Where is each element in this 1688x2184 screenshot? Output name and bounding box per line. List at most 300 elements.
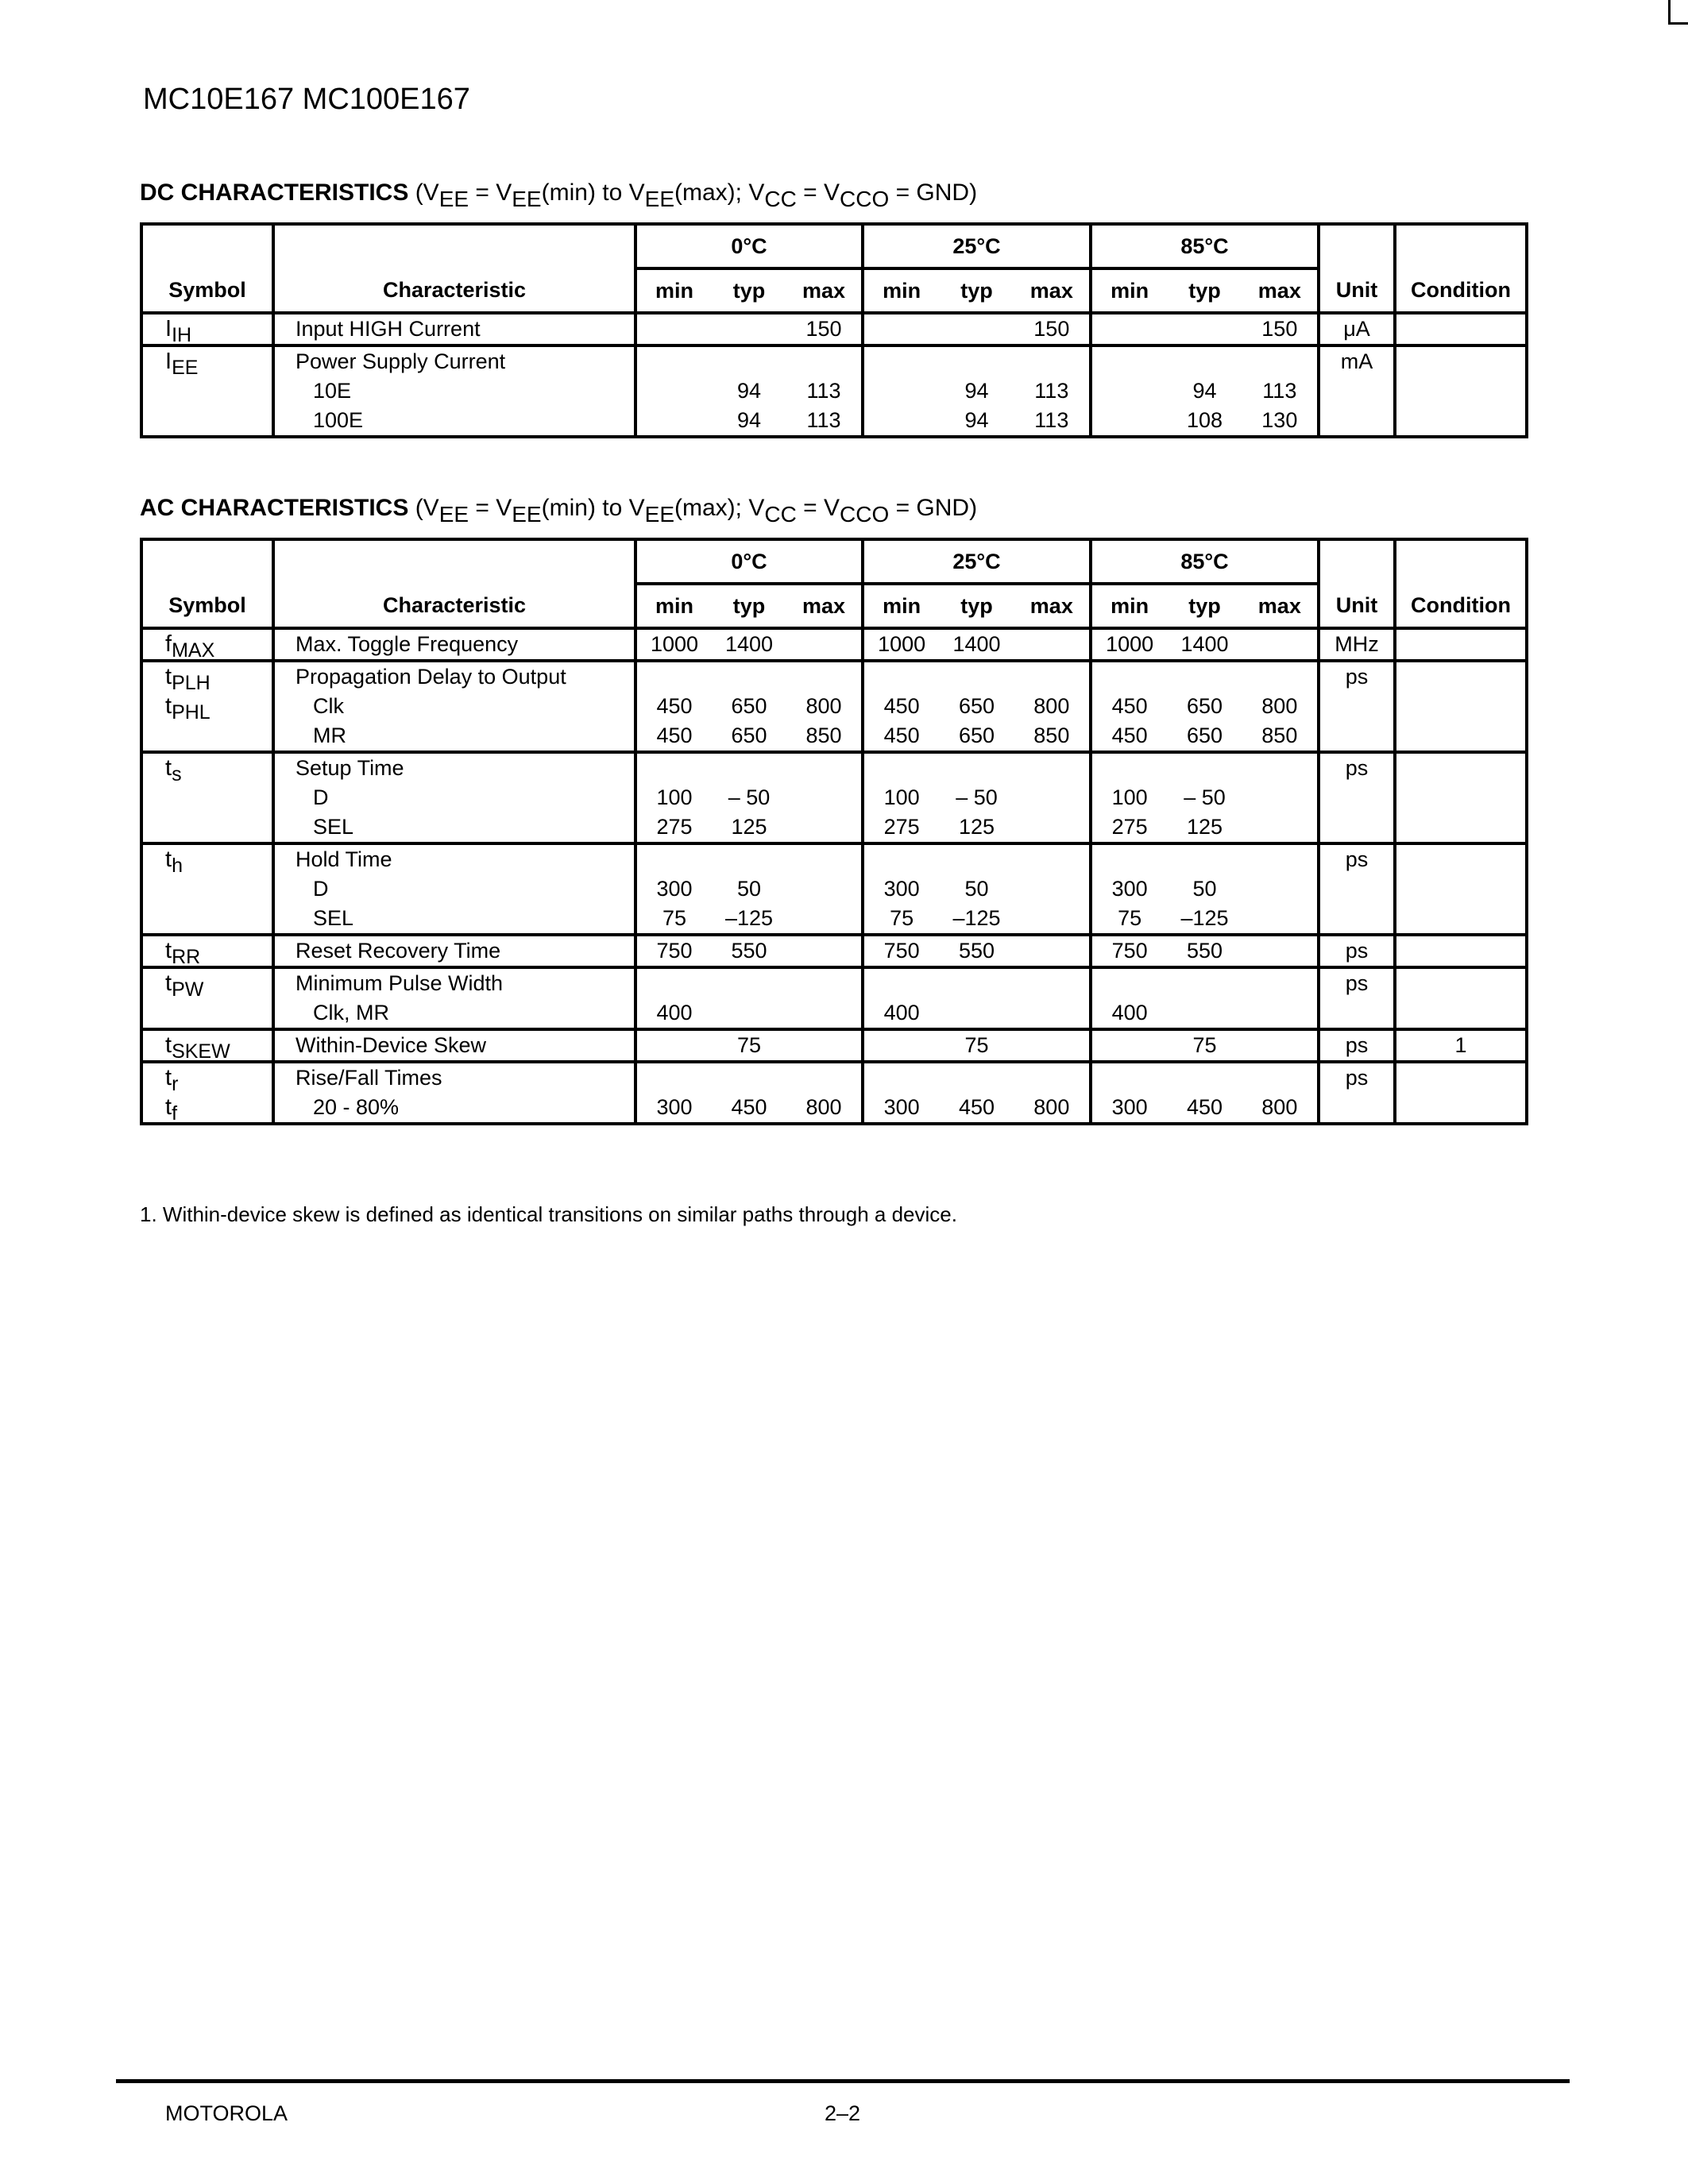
typ-value: 650 xyxy=(958,723,995,747)
unit-value xyxy=(1320,874,1393,904)
value-line xyxy=(1092,347,1317,376)
typ-value: – 50 xyxy=(956,785,998,809)
characteristic-label: SEL xyxy=(313,906,354,930)
condition-value xyxy=(1396,662,1525,692)
temperature-values-cell xyxy=(863,935,1091,967)
temperature-values-cell xyxy=(1091,752,1319,843)
max-value xyxy=(1014,1063,1089,1093)
condition-cell xyxy=(1395,628,1527,661)
condition-value: 1 xyxy=(1454,1033,1467,1057)
typ-value xyxy=(939,754,1014,783)
min-column-label: min xyxy=(883,278,921,303)
temperature-values-cell xyxy=(863,345,1091,437)
value-line xyxy=(864,721,1089,751)
max-value xyxy=(1014,783,1089,812)
unit-cell xyxy=(1319,843,1395,935)
typ-value: 650 xyxy=(731,694,767,718)
min-value xyxy=(637,376,712,406)
row-symbol: $t_h$ xyxy=(165,847,183,877)
unit-cell xyxy=(1319,345,1395,437)
unit-cell xyxy=(1319,967,1395,1029)
characteristic-label: Input HIGH Current xyxy=(295,317,481,341)
value-line xyxy=(637,662,861,692)
footer-brand: MOTOROLA xyxy=(165,2101,288,2125)
min-value xyxy=(864,347,939,376)
typ-value: 94 xyxy=(964,408,989,432)
typ-value: – 50 xyxy=(728,785,771,809)
min-value xyxy=(637,1031,712,1060)
value-line xyxy=(864,998,1089,1028)
characteristic-label: Power Supply Current xyxy=(295,349,506,373)
unit-cell xyxy=(1319,1029,1395,1062)
row-symbol: $t_r$ xyxy=(165,1065,179,1095)
typ-value: 125 xyxy=(731,815,767,839)
min-value: 75 xyxy=(890,906,914,930)
min-value: 750 xyxy=(1111,939,1148,963)
typ-value: 50 xyxy=(1192,877,1217,901)
row-symbol: $f_{MAX}$ xyxy=(165,631,215,662)
min-value: 100 xyxy=(883,785,920,809)
min-value: 275 xyxy=(656,815,693,839)
min-value: 100 xyxy=(656,785,693,809)
unit-value xyxy=(1320,904,1393,933)
min-value: 100 xyxy=(1111,785,1148,809)
min-value xyxy=(1092,845,1167,874)
min-value: 450 xyxy=(1111,694,1148,718)
typ-value: 650 xyxy=(958,694,995,718)
characteristic-header: Characteristic xyxy=(273,268,635,313)
min-value xyxy=(864,662,939,692)
symbol-cell xyxy=(141,843,273,935)
typ-value: 125 xyxy=(958,815,995,839)
min-value xyxy=(864,314,939,344)
unit-cell xyxy=(1319,935,1395,967)
temperature-values-cell xyxy=(1091,935,1319,967)
temperature-values-cell xyxy=(1091,345,1319,437)
temperature-values-cell xyxy=(1091,1029,1319,1062)
unit-header-spacer xyxy=(1319,539,1395,584)
symbol-cell xyxy=(141,752,273,843)
min-value xyxy=(637,1063,712,1093)
typ-column-label: typ xyxy=(1188,593,1221,618)
value-line xyxy=(864,812,1089,842)
characteristic-label: Max. Toggle Frequency xyxy=(295,632,519,656)
condition-cell xyxy=(1395,935,1527,967)
value-line xyxy=(864,936,1089,966)
unit-value: ps xyxy=(1345,971,1369,995)
min-value: 300 xyxy=(883,877,920,901)
value-line xyxy=(637,845,861,874)
characteristic-cell xyxy=(273,843,635,935)
row-symbol: $t_{RR}$ xyxy=(165,938,201,968)
value-line xyxy=(1092,812,1317,842)
value-line xyxy=(1092,783,1317,812)
max-value: 113 xyxy=(1262,379,1297,403)
row-symbol: $t_{PLH}$ xyxy=(165,664,211,694)
max-value: 113 xyxy=(806,379,841,403)
min-value xyxy=(864,376,939,406)
footnote: 1. Within-device skew is defined as identical transitions on similar paths through a device. xyxy=(140,1202,957,1226)
max-value xyxy=(1242,1063,1317,1093)
min-value xyxy=(864,1031,939,1060)
value-line xyxy=(1092,1063,1317,1093)
typ-value xyxy=(1167,347,1242,376)
unit-cell xyxy=(1319,661,1395,752)
value-line xyxy=(637,1031,861,1060)
unit-cell xyxy=(1319,1062,1395,1124)
min-value: 750 xyxy=(656,939,693,963)
temperature-values-cell xyxy=(863,661,1091,752)
max-value xyxy=(1242,662,1317,692)
condition-value xyxy=(1396,754,1525,783)
temperature-header: 0°C xyxy=(635,224,863,268)
symbol-header: Symbol xyxy=(141,268,273,313)
temperature-header: 0°C xyxy=(635,539,863,584)
temperature-header: 85°C xyxy=(1091,539,1319,584)
value-line xyxy=(1092,904,1317,933)
characteristic-cell xyxy=(273,935,635,967)
row-symbol: $t_s$ xyxy=(165,755,182,785)
dc-section-title xyxy=(140,179,978,211)
typ-value xyxy=(712,998,786,1028)
table-row xyxy=(141,1029,1527,1062)
value-line xyxy=(637,1063,861,1093)
value-line xyxy=(1092,721,1317,751)
min-column-label: min xyxy=(1111,593,1149,618)
condition-value xyxy=(1396,998,1525,1028)
max-column-label: max xyxy=(1257,278,1301,303)
temperature-values-cell xyxy=(635,843,863,935)
min-value: 75 xyxy=(662,906,687,930)
min-value: 300 xyxy=(656,1095,693,1119)
value-line xyxy=(1092,406,1317,435)
max-value xyxy=(1242,783,1317,812)
temperature-values-cell xyxy=(635,1029,863,1062)
max-value xyxy=(1242,754,1317,783)
unit-value: ps xyxy=(1345,756,1369,780)
characteristic-label: Clk, MR xyxy=(313,1001,389,1024)
table-row xyxy=(141,345,1527,437)
max-value: 800 xyxy=(1261,694,1298,718)
typ-value: 550 xyxy=(1186,939,1223,963)
min-typ-max-header xyxy=(1091,584,1319,628)
characteristic-label: 20 - 80% xyxy=(313,1095,400,1119)
condition-value xyxy=(1396,1093,1525,1122)
condition-value xyxy=(1396,721,1525,751)
value-line xyxy=(864,406,1089,435)
min-value: 450 xyxy=(656,723,693,747)
unit-header: Unit xyxy=(1319,584,1395,628)
max-value xyxy=(1242,998,1317,1028)
min-column-label: min xyxy=(655,278,693,303)
max-value: 800 xyxy=(805,694,842,718)
typ-value: 94 xyxy=(736,379,762,403)
value-line xyxy=(1092,1093,1317,1122)
max-value xyxy=(1014,845,1089,874)
characteristic-label: Rise/Fall Times xyxy=(295,1066,442,1090)
symbol-cell xyxy=(141,313,273,345)
unit-value xyxy=(1320,376,1393,406)
typ-column-label: typ xyxy=(960,593,993,618)
min-value: 400 xyxy=(883,1001,920,1024)
typ-value xyxy=(712,1063,786,1093)
value-line xyxy=(637,406,861,435)
temperature-header: 25°C xyxy=(863,224,1091,268)
max-value xyxy=(1242,845,1317,874)
max-value: 113 xyxy=(1034,408,1069,432)
typ-value: 450 xyxy=(731,1095,767,1119)
typ-value: 50 xyxy=(736,877,762,901)
characteristic-label: Setup Time xyxy=(295,756,404,780)
characteristic-label: Clk xyxy=(313,694,344,718)
row-symbol: $t_f$ xyxy=(165,1094,178,1125)
condition-value xyxy=(1396,874,1525,904)
typ-value xyxy=(1167,1063,1242,1093)
unit-cell xyxy=(1319,752,1395,843)
dc-title-conditions: ($V_{EE} = V_{EE}(\min)$ to $V_{EE}(\max)$; $V_{CC} = V_{CCO} = GND$) xyxy=(415,179,978,211)
temperature-values-cell xyxy=(863,967,1091,1029)
condition-cell xyxy=(1395,313,1527,345)
max-value xyxy=(1014,904,1089,933)
min-value: 450 xyxy=(656,694,693,718)
max-value xyxy=(1014,969,1089,998)
condition-value xyxy=(1396,845,1525,874)
typ-value: –125 xyxy=(952,906,1001,930)
characteristic-label: Propagation Delay to Output xyxy=(295,665,566,689)
characteristic-label: Minimum Pulse Width xyxy=(295,971,504,995)
max-value xyxy=(786,662,861,692)
ac-title-bold: AC CHARACTERISTICS xyxy=(140,495,409,521)
max-value: 800 xyxy=(1033,694,1070,718)
value-line xyxy=(1092,376,1317,406)
table-row xyxy=(141,628,1527,661)
typ-value xyxy=(712,969,786,998)
min-value xyxy=(637,845,712,874)
value-line xyxy=(864,1031,1089,1060)
value-line xyxy=(864,314,1089,344)
ac-characteristics-table xyxy=(140,538,1528,1125)
dc-characteristics-table xyxy=(140,222,1528,438)
symbol-cell xyxy=(141,345,273,437)
condition-value xyxy=(1396,314,1525,344)
condition-value xyxy=(1396,630,1525,659)
max-value: 850 xyxy=(1261,723,1298,747)
condition-value xyxy=(1396,1063,1525,1093)
value-line xyxy=(864,630,1089,659)
value-line xyxy=(637,812,861,842)
row-symbol: $I_{IH}$ xyxy=(165,316,192,346)
min-value: 300 xyxy=(883,1095,920,1119)
unit-cell xyxy=(1319,313,1395,345)
typ-value xyxy=(712,347,786,376)
max-value xyxy=(786,969,861,998)
typ-value xyxy=(1167,754,1242,783)
temperature-values-cell xyxy=(1091,1062,1319,1124)
page-title: MC10E167 MC100E167 xyxy=(143,83,470,116)
temperature-header: 25°C xyxy=(863,539,1091,584)
condition-value xyxy=(1396,969,1525,998)
temperature-header: 85°C xyxy=(1091,224,1319,268)
max-value xyxy=(1014,1031,1089,1060)
typ-column-label: typ xyxy=(732,278,766,303)
typ-value: 75 xyxy=(736,1033,762,1057)
min-value: 1000 xyxy=(878,632,926,656)
unit-value xyxy=(1320,998,1393,1028)
min-typ-max-header xyxy=(635,268,863,313)
ac-section-title xyxy=(140,495,978,527)
row-symbol: $t_{SKEW}$ xyxy=(165,1032,230,1063)
unit-value xyxy=(1320,1093,1393,1122)
temperature-values-cell xyxy=(1091,313,1319,345)
unit-value: ps xyxy=(1345,939,1369,963)
min-value xyxy=(637,754,712,783)
min-value xyxy=(864,754,939,783)
table-body xyxy=(141,628,1527,1124)
min-typ-max-header xyxy=(635,584,863,628)
temperature-values-cell xyxy=(635,313,863,345)
max-value xyxy=(1242,969,1317,998)
temperature-values-cell xyxy=(635,935,863,967)
characteristic-cell xyxy=(273,628,635,661)
value-line xyxy=(1092,1031,1317,1060)
typ-value: 550 xyxy=(731,939,767,963)
max-value xyxy=(1014,662,1089,692)
temperature-values-cell xyxy=(635,345,863,437)
typ-value: 450 xyxy=(958,1095,995,1119)
value-line xyxy=(637,874,861,904)
dc-title-bold: DC CHARACTERISTICS xyxy=(140,179,409,206)
characteristic-label: 100E xyxy=(313,408,364,432)
min-value xyxy=(864,1063,939,1093)
condition-value xyxy=(1396,904,1525,933)
max-value xyxy=(786,1031,861,1060)
min-value: 300 xyxy=(1111,877,1148,901)
max-value xyxy=(1242,904,1317,933)
max-value xyxy=(786,904,861,933)
value-line xyxy=(1092,754,1317,783)
min-value: 400 xyxy=(656,1001,693,1024)
value-line xyxy=(1092,969,1317,998)
max-value: 113 xyxy=(1034,379,1069,403)
min-value xyxy=(1092,347,1167,376)
table-header xyxy=(141,539,1527,628)
max-value xyxy=(1242,874,1317,904)
unit-value xyxy=(1320,692,1393,721)
symbol-header: Symbol xyxy=(141,584,273,628)
typ-column-label: typ xyxy=(732,593,766,618)
min-value xyxy=(864,969,939,998)
value-line xyxy=(864,692,1089,721)
max-value: 850 xyxy=(1033,723,1070,747)
temperature-values-cell xyxy=(635,967,863,1029)
min-column-label: min xyxy=(883,593,921,618)
max-value xyxy=(786,812,861,842)
max-value xyxy=(1014,754,1089,783)
condition-cell xyxy=(1395,843,1527,935)
max-value xyxy=(1014,936,1089,966)
unit-value: ps xyxy=(1345,847,1369,871)
typ-value: 94 xyxy=(736,408,762,432)
value-line xyxy=(1092,845,1317,874)
symbol-cell xyxy=(141,1062,273,1124)
symbol-cell xyxy=(141,1029,273,1062)
value-line xyxy=(1092,692,1317,721)
characteristic-cell xyxy=(273,661,635,752)
unit-value xyxy=(1320,721,1393,751)
typ-value: 550 xyxy=(958,939,995,963)
value-line xyxy=(637,969,861,998)
value-line xyxy=(864,904,1089,933)
max-value xyxy=(1014,874,1089,904)
temperature-values-cell xyxy=(635,1062,863,1124)
value-line xyxy=(637,721,861,751)
max-value: 150 xyxy=(805,317,842,341)
typ-value: –125 xyxy=(1180,906,1229,930)
max-value: 800 xyxy=(1261,1095,1298,1119)
value-line xyxy=(864,874,1089,904)
table-row xyxy=(141,661,1527,752)
condition-value xyxy=(1396,406,1525,435)
table-row xyxy=(141,313,1527,345)
condition-cell xyxy=(1395,1029,1527,1062)
min-typ-max-header xyxy=(1091,268,1319,313)
typ-value: 1400 xyxy=(724,632,774,656)
condition-value xyxy=(1396,812,1525,842)
value-line xyxy=(864,662,1089,692)
row-symbol: $t_{PHL}$ xyxy=(165,693,211,723)
typ-value xyxy=(712,754,786,783)
characteristic-label: SEL xyxy=(313,815,354,839)
typ-value: 75 xyxy=(1192,1033,1217,1057)
typ-value xyxy=(939,998,1014,1028)
typ-value: – 50 xyxy=(1184,785,1226,809)
max-value xyxy=(786,998,861,1028)
condition-value xyxy=(1396,783,1525,812)
condition-header-spacer xyxy=(1395,539,1527,584)
max-column-label: max xyxy=(1029,593,1073,618)
max-column-label: max xyxy=(802,278,846,303)
condition-value xyxy=(1396,936,1525,966)
table-row xyxy=(141,843,1527,935)
unit-value: ps xyxy=(1345,665,1369,689)
corner-mark xyxy=(1668,22,1688,25)
max-value xyxy=(786,1063,861,1093)
typ-value: 50 xyxy=(964,877,989,901)
max-value: 130 xyxy=(1261,408,1298,432)
temperature-values-cell xyxy=(1091,843,1319,935)
max-value xyxy=(1242,1031,1317,1060)
unit-value xyxy=(1320,812,1393,842)
value-line xyxy=(864,1063,1089,1093)
typ-value xyxy=(939,314,1014,344)
max-value: 113 xyxy=(806,408,841,432)
characteristic-label: Hold Time xyxy=(295,847,392,871)
value-line xyxy=(1092,936,1317,966)
characteristic-label: D xyxy=(313,785,329,809)
typ-value: 650 xyxy=(731,723,767,747)
max-column-label: max xyxy=(1029,278,1073,303)
typ-value xyxy=(939,845,1014,874)
min-value xyxy=(637,406,712,435)
page-number: 2–2 xyxy=(825,2101,861,2125)
value-line xyxy=(637,630,861,659)
min-value: 400 xyxy=(1111,1001,1148,1024)
characteristic-label: Within-Device Skew xyxy=(295,1033,487,1057)
typ-value xyxy=(939,662,1014,692)
max-value: 150 xyxy=(1261,317,1298,341)
max-value: 150 xyxy=(1033,317,1070,341)
symbol-header-spacer xyxy=(141,224,273,268)
